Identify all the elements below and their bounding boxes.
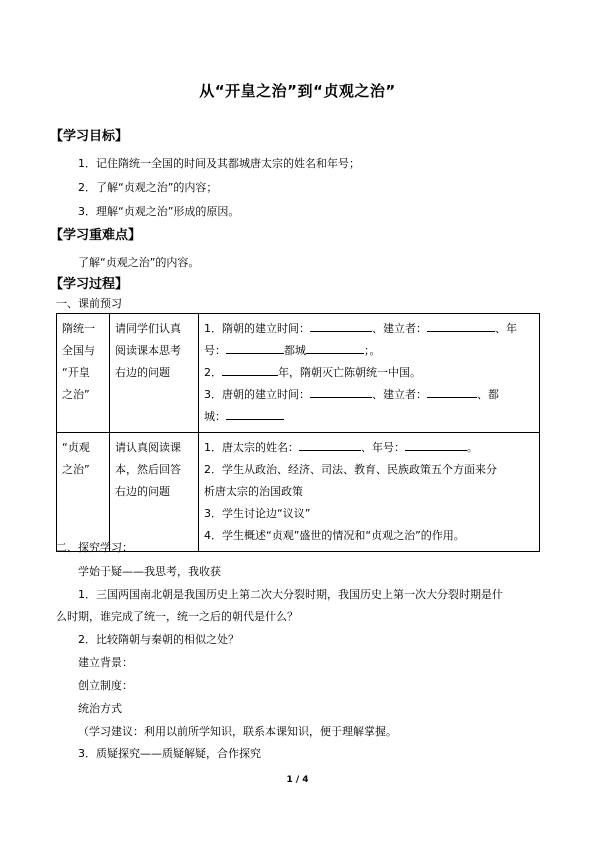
explore-question-3: 3．质疑探究——质疑解疑，合作探究	[78, 747, 261, 760]
answer-blank[interactable]	[427, 321, 495, 332]
answer-blank[interactable]	[310, 321, 372, 332]
question-line: 1．唐太宗的姓名： 、年号： 。	[204, 441, 478, 454]
topic-line: “贞观	[62, 441, 90, 454]
answer-blank[interactable]	[405, 440, 467, 451]
compare-governance: 统治方式	[78, 702, 122, 715]
goal-item-2: 2．了解“贞观之治”的内容；	[78, 181, 218, 194]
key-points-text: 了解“贞观之治”的内容。	[78, 256, 200, 269]
goals-heading: 【学习目标】	[50, 129, 129, 144]
guide-line: 阅读课本思考	[115, 344, 181, 357]
answer-blank[interactable]	[427, 387, 477, 398]
question-line: 2．学生从政治、经济、司法、教育、民族政策五个方面来分	[204, 463, 497, 476]
table-row	[57, 433, 540, 552]
guide-cell	[110, 433, 199, 552]
explore-question-2: 2．比较隋朝与秦朝的相似之处？	[78, 633, 239, 646]
topic-line: 全国与	[62, 344, 95, 357]
process-heading: 【学习过程】	[50, 277, 129, 292]
answer-blank[interactable]	[306, 343, 364, 354]
page-number: 1 / 4	[286, 775, 309, 785]
topic-line: 之治”	[62, 463, 90, 476]
explore-question-1-cont: 么时期，谁完成了统一，统一之后的朝代是什么？	[56, 610, 298, 623]
guide-line: 右边的问题	[115, 485, 170, 498]
document-title: 从“开皇之治”到“贞观之治”	[199, 82, 396, 100]
question-line: 号： 都城 ；。	[204, 344, 381, 357]
guide-line: 右边的问题	[115, 366, 170, 379]
topic-cell	[57, 314, 110, 433]
explore-question-1: 1．三国两国南北朝是我国历史上第二次大分裂时期，我国历史上第一次大分裂时期是什	[78, 588, 503, 601]
question-line: 城：	[204, 406, 534, 428]
topic-line: 隋统一	[62, 322, 95, 335]
study-advice: （学习建议：利用以前所学知识，联系本课知识，便于理解掌握。	[78, 725, 397, 738]
preview-table	[56, 313, 540, 552]
questions-cell	[199, 314, 540, 433]
table-row	[57, 314, 540, 433]
question-line: 4．学生概述“贞观”盛世的情况和“贞观之治”的作用。	[204, 529, 465, 542]
question-line: 2． 年，隋朝灭亡陈朝统一中国。	[204, 366, 421, 379]
key-points-heading: 【学习重难点】	[50, 228, 142, 243]
guide-line: 本，然后回答	[115, 463, 181, 476]
topic-line: 之治”	[62, 388, 90, 401]
answer-blank[interactable]	[310, 387, 372, 398]
topic-line: “开皇	[62, 366, 90, 379]
guide-line: 请同学们认真	[115, 322, 181, 335]
compare-background: 建立背景：	[78, 656, 133, 669]
preview-label: 一、课前预习	[56, 297, 122, 310]
compare-system: 创立制度：	[78, 679, 133, 692]
guide-line: 请认真阅读课	[115, 441, 181, 454]
question-line: 1．隋朝的建立时间： 、建立者： 、年	[204, 322, 517, 335]
goal-item-1: 1．记住隋统一全国的时间及其都城唐太宗的姓名和年号；	[78, 157, 360, 170]
question-line: 3．唐朝的建立时间： 、建立者： 、都	[204, 388, 499, 401]
guide-cell	[110, 314, 199, 433]
questions-cell	[199, 433, 540, 552]
topic-cell	[57, 433, 110, 552]
answer-blank[interactable]	[299, 440, 361, 451]
explore-motto: 学始于疑——我思考，我收获	[78, 565, 221, 578]
answer-blank[interactable]	[226, 409, 284, 420]
answer-blank[interactable]	[226, 343, 284, 354]
answer-blank[interactable]	[222, 365, 278, 376]
question-line: 3．学生讨论边“议议”	[204, 507, 311, 520]
explore-heading: 二、探究学习：	[56, 541, 133, 554]
goal-item-3: 3．理解“贞观之治”形成的原因。	[78, 205, 240, 218]
question-line: 析唐太宗的治国政策	[204, 485, 303, 498]
